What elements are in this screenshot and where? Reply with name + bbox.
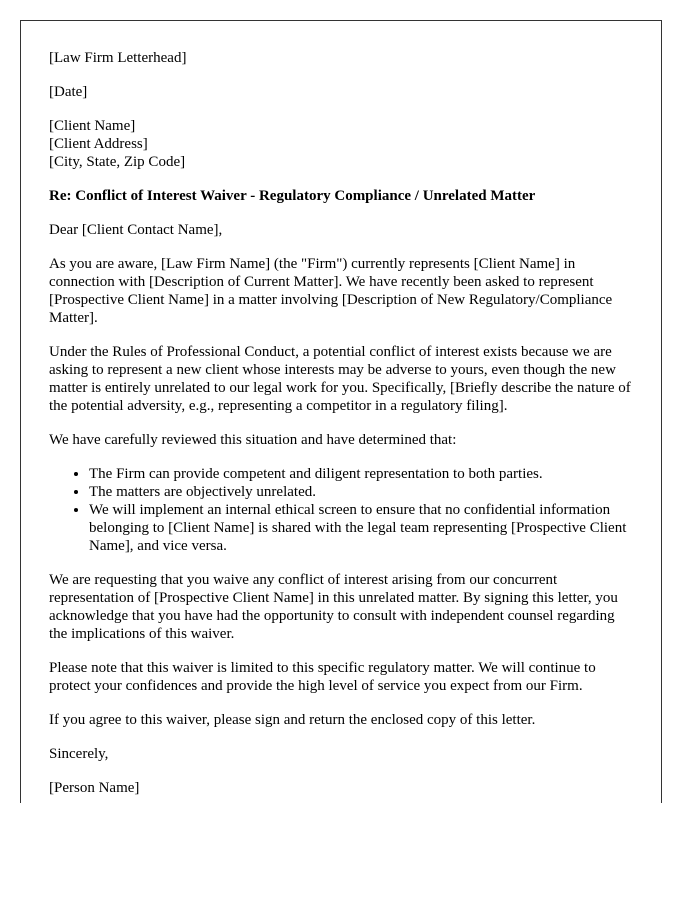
letter-date: [Date] xyxy=(49,84,88,100)
subject-line: Re: Conflict of Interest Waiver - Regulatory Compliance / Unrelated Matter xyxy=(49,188,536,204)
salutation: Dear [Client Contact Name], xyxy=(49,222,223,238)
recipient-address: [Client Address] xyxy=(49,136,148,152)
body-paragraph: We have carefully reviewed this situation and have determined that: xyxy=(49,432,457,448)
recipient-city: [City, State, Zip Code] xyxy=(49,154,186,170)
recipient-name: [Client Name] xyxy=(49,118,136,134)
letterhead: [Law Firm Letterhead] xyxy=(49,50,187,66)
body-paragraph: We are requesting that you waive any conflict of interest arising from our concurrent representation of [Prospective Client Name] in this unrelated matter. By signing this letter, you acknowledge that you have had the opportunity to consult with independent counsel regarding the implications of this waiver. xyxy=(49,572,618,642)
letter-page xyxy=(20,20,662,803)
determination-list xyxy=(49,465,632,555)
list-item: • We will implement an internal ethical screen to ensure that no confidential information belonging to [Client Name] is shared with the legal team representing [Prospective Client Name], and vice versa. xyxy=(89,501,632,555)
body-paragraph: Under the Rules of Professional Conduct, a potential conflict of interest exists because we are asking to represent a new client whose interests may be adverse to yours, even though the new matter is entirely unrelated to our legal work for you. Specifically, [Briefly describe the nature of the potential adversity, e.g., representing a competitor in a regulatory filing]. xyxy=(49,344,631,414)
signoff: Sincerely, xyxy=(49,746,109,762)
recipient-block xyxy=(49,117,632,171)
body-paragraph: Please note that this waiver is limited to this specific regulatory matter. We will continue to protect your confidences and provide the high level of service you expect from our Firm. xyxy=(49,660,596,694)
list-item: • The Firm can provide competent and diligent representation to both parties. xyxy=(89,465,632,483)
list-item: • The matters are objectively unrelated. xyxy=(89,483,632,501)
signer-name: [Person Name] xyxy=(49,780,140,796)
body-paragraph: As you are aware, [Law Firm Name] (the "Firm") currently represents [Client Name] in connection with [Description of Current Matter]. We have recently been asked to represent [Prospective Client Name] in a matter involving [Description of New Regulatory/Compliance Matter]. xyxy=(49,256,613,326)
body-paragraph: If you agree to this waiver, please sign and return the enclosed copy of this letter. xyxy=(49,712,536,728)
